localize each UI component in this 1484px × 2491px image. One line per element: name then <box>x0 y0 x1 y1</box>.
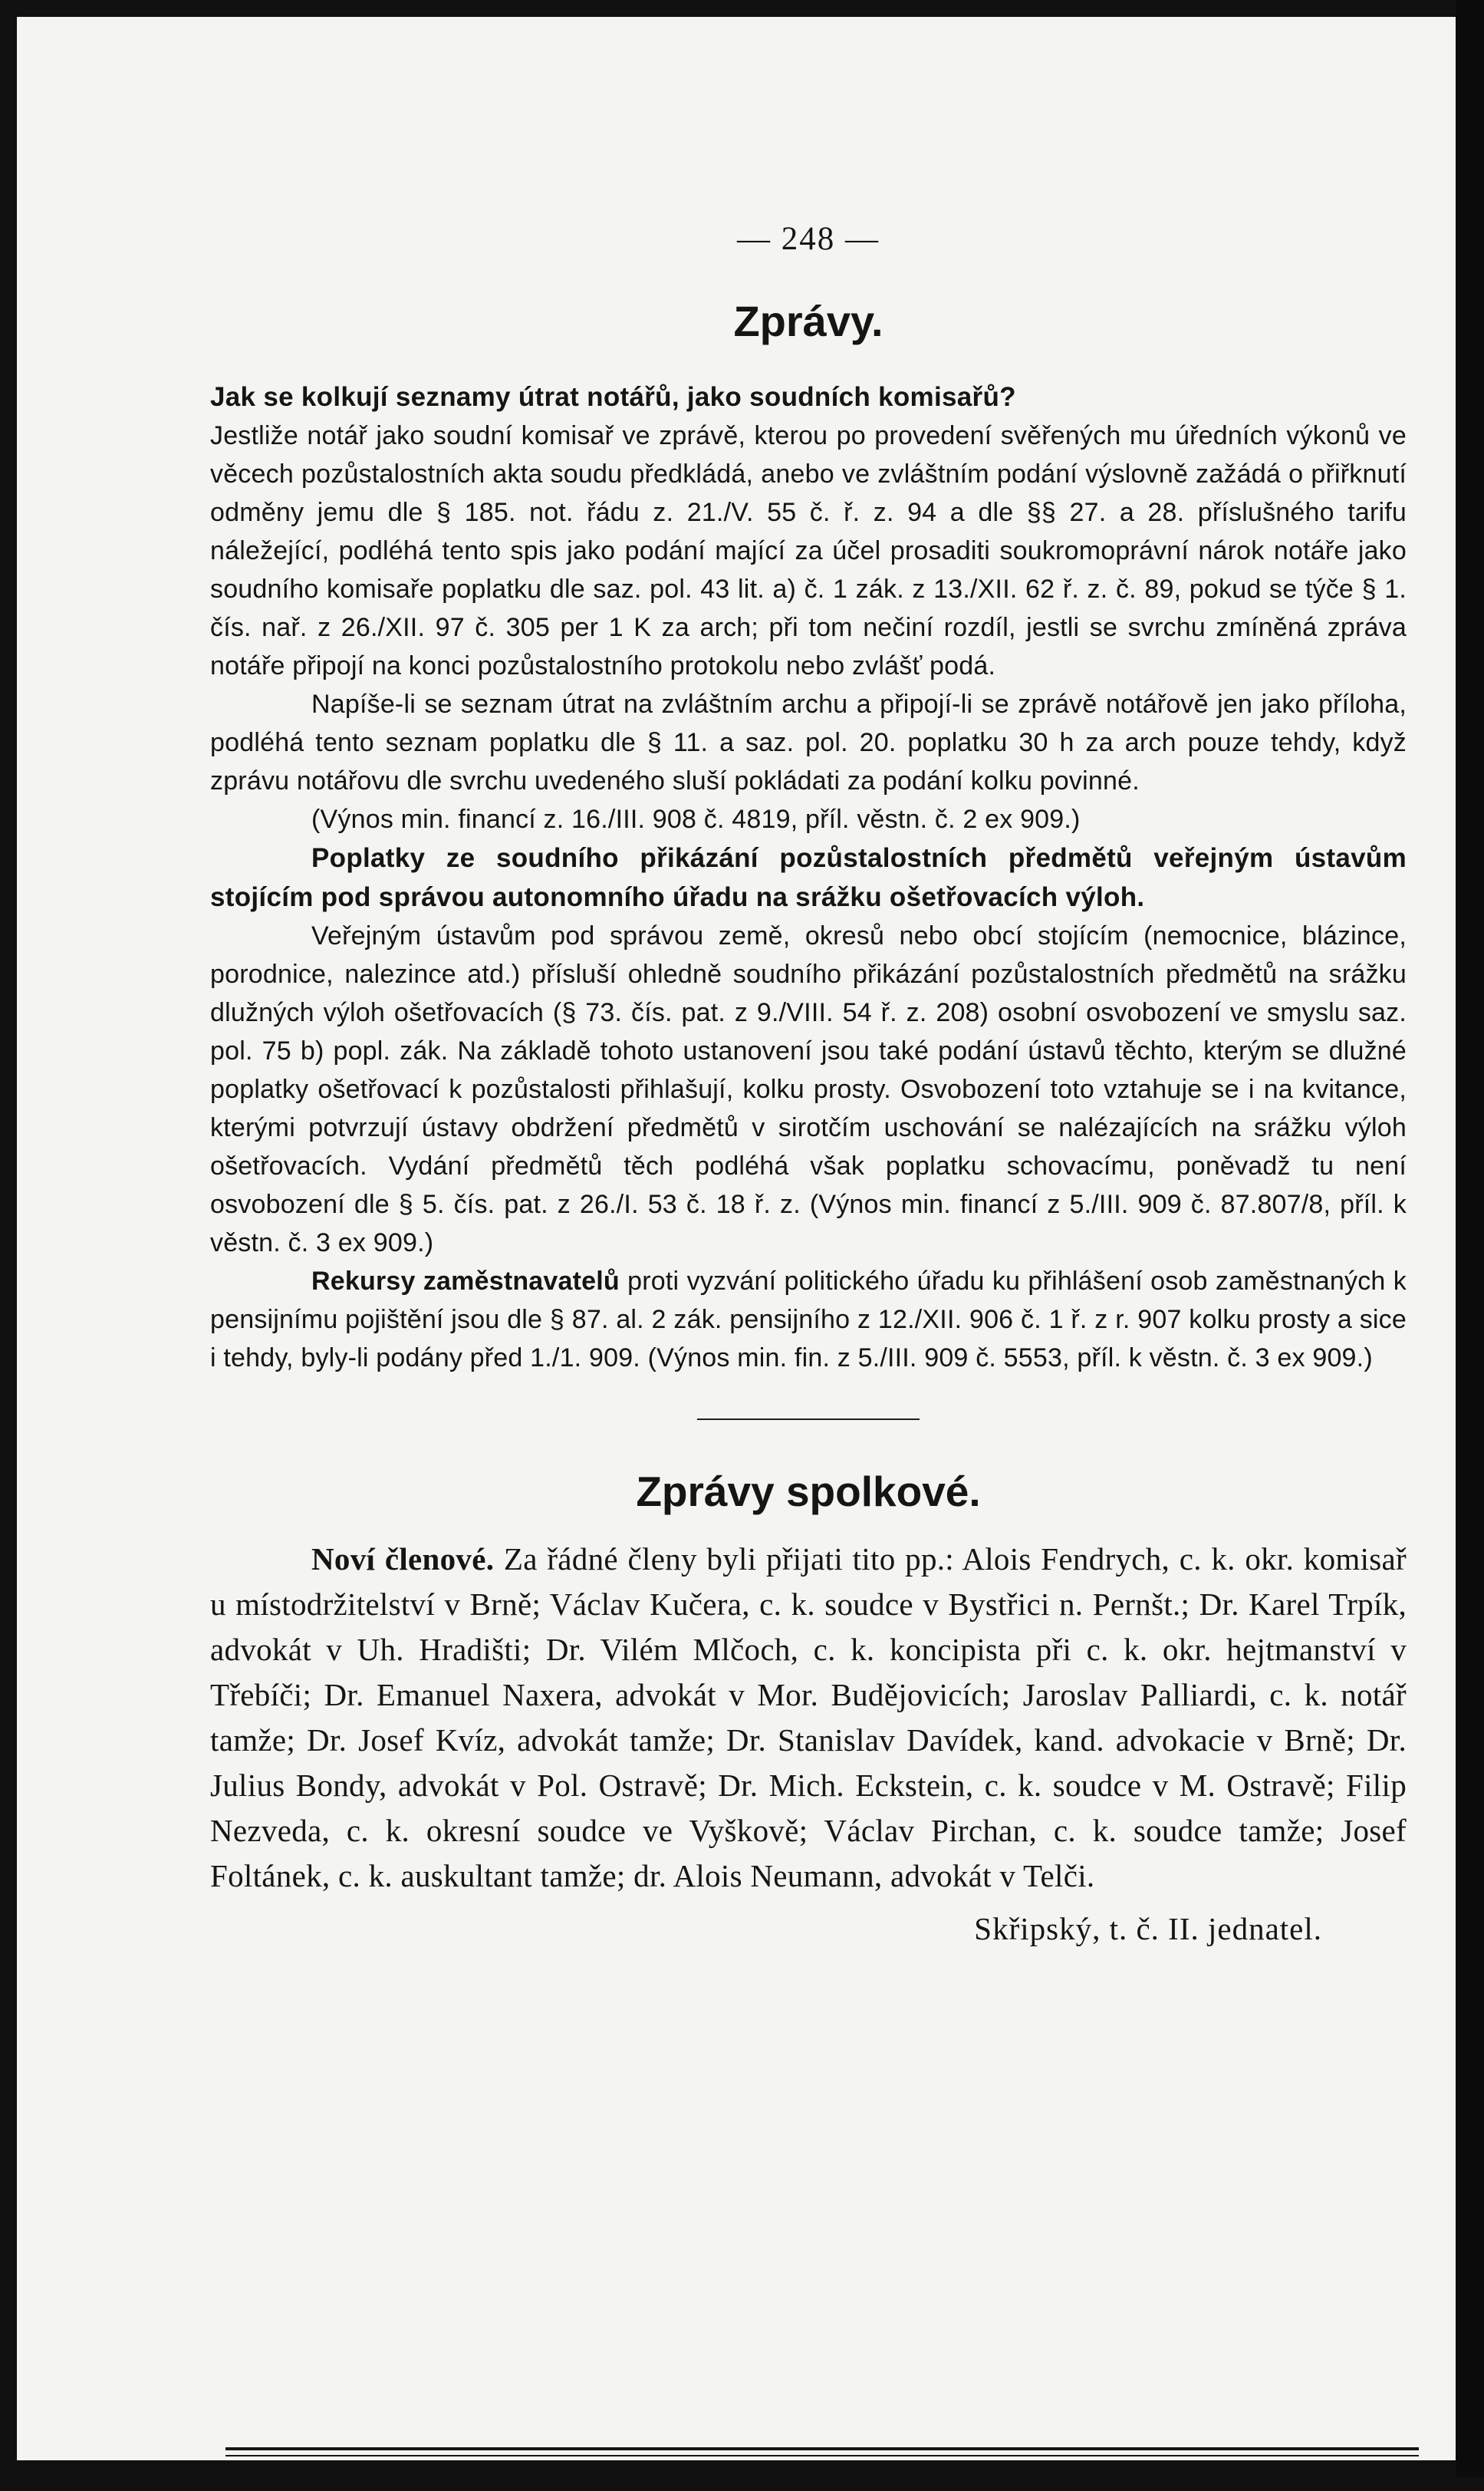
section-divider <box>697 1418 920 1420</box>
section-paragraph-text: proti vyzvání politického úřadu ku přihlášení osob zaměstnaných k pensijnímu pojištění jsou dle § 87. al. 2 zák. pensijního z 12./XII. 906 č. 1 ř. z r. 907 kolku prosty a sice i tehdy, byly-li podány před 1./1. 909. (Výnos min. fin. z 5./III. 909 č. 5553, příl. k věstn. č. 3 ex 909.) <box>210 1266 1407 1372</box>
secretary-signature: Skřipský, t. č. II. jednatel. <box>974 1910 1322 1946</box>
publisher-footer: Nákladem Právnické jednoty Moravské. — Tiskem Ant. Odehnala v Brně. <box>225 2460 1150 2489</box>
page-content <box>210 220 1407 1953</box>
page-title: Zprávy. <box>733 297 883 345</box>
section-paragraph: Jestliže notář jako soudní komisař ve zprávě, kterou po provedení svěřených mu úředních výkonů ve věcech pozůstalostních akta soudu předkládá, anebo ve zvláštním podání výslovně zažádá o přiřknutí odměny jemu dle § 185. not. řádu z. 21./V. 55 č. ř. z. 94 a dle §§ 27. a 28. příslušného tarifu náležející, podléhá tento spis jako podání mající za účel prosaditi soukromoprávní nárok notáře jako soudního komisaře poplatku dle saz. pol. 43 lit. a) č. 1 zák. z 13./XII. 62 ř. z. č. 89, pokud se týče § 1. čís. nař. z 26./XII. 97 č. 305 per 1 K za arch; při tom nečiní rozdíl, jestli se svrchu zmíněná zpráva notáře připojí na konci pozůstalostního protokolu nebo zvlášť podá. <box>210 420 1407 680</box>
document-page <box>17 17 1456 2489</box>
section-paragraph-citation: (Výnos min. financí z. 16./III. 908 č. 4819, příl. věstn. č. 2 ex 909.) <box>311 804 1081 834</box>
new-members-heading: Noví členové. <box>311 1540 495 1577</box>
section-paragraph: Veřejným ústavům pod správou země, okresů nebo obcí stojícím (nemocnice, blázince, porodnice, nalezince atd.) přísluší ohledně soudního přikázání pozůstalostních předmětů na srážku dlužných výloh ošetřovacích (§ 73. čís. pat. z 9./VIII. 54 ř. z. 208) osobní osvobození ve smyslu saz. pol. 75 b) popl. zák. Na základě tohoto ustanovení jsou také podání ústavů těchto, kterým se dlužné poplatky ošetřovací k pozůstalosti přihlašují, kolku prosty. Osvobození toto vztahuje se i na kvitance, kterými potvrzují ústavy obdržení předmětů v sirotčím uschování se nalézajících na srážku výloh ošetřovacích. Vydání předmětů těch podléhá však poplatku schovacímu, poněvadž tu není osvobození dle § 5. čís. pat. z 26./I. 53 č. 18 ř. z. (Výnos min. financí z 5./III. 909 č. 87.807/8, příl. k věstn. č. 3 ex 909.) <box>210 921 1407 1257</box>
section-heading-estate-fees: Poplatky ze soudního přikázání pozůstalostních předmětů veřejným ústavům stojícím pod správou autonomního úřadu na srážku ošetřovacích výloh. <box>210 842 1407 912</box>
section-paragraph: Napíše-li se seznam útrat na zvláštním archu a připojí-li se zprávě notářově jen jako příloha, podléhá tento seznam poplatku dle § 11. a saz. pol. 20. poplatku 30 h za arch pouze tehdy, když zprávu notářovu dle svrchu uvedeného sluší pokládati za podání kolku povinné. <box>210 689 1407 796</box>
section-heading-stamp-duty: Jak se kolkují seznamy útrat notářů, jako soudních komisařů? <box>210 381 1016 412</box>
new-members-paragraph <box>210 1537 1407 1899</box>
society-news-title: Zprávy spolkové. <box>636 1467 981 1515</box>
footer-rule <box>225 2447 1419 2450</box>
section-paragraph-employer-appeals <box>210 1262 1407 1377</box>
scan-edge <box>1456 0 1484 2477</box>
page-number: — 248 — <box>737 221 880 257</box>
section-heading-employer-appeals: Rekursy zaměstnavatelů <box>311 1266 620 1296</box>
footer-rule-secondary <box>225 2455 1419 2456</box>
new-members-text: Za řádné členy byli přijati tito pp.: Alois Fendrych, c. k. okr. komisař u místodržitelství v Brně; Václav Kučera, c. k. soudce v Bystřici n. Pernšt.; Dr. Karel Trpík, advokát v Uh. Hradišti; Dr. Vilém Mlčoch, c. k. koncipista při c. k. okr. hejtmanství v Třebíči; Dr. Emanuel Naxera, advokát v Mor. Budějovicích; Jaroslav Palliardi, c. k. notář tamže; Dr. Josef Kvíz, advokát tamže; Dr. Stanislav Davídek, kand. advokacie v Brně; Dr. Julius Bondy, advokát v Pol. Ostravě; Dr. Mich. Eckstein, c. k. soudce v M. Ostravě; Filip Nezveda, c. k. okresní soudce ve Vyškově; Václav Pirchan, c. k. soudce tamže; Josef Foltánek, c. k. auskultant tamže; dr. Alois Neumann, advokát v Telči. <box>210 1540 1407 1893</box>
